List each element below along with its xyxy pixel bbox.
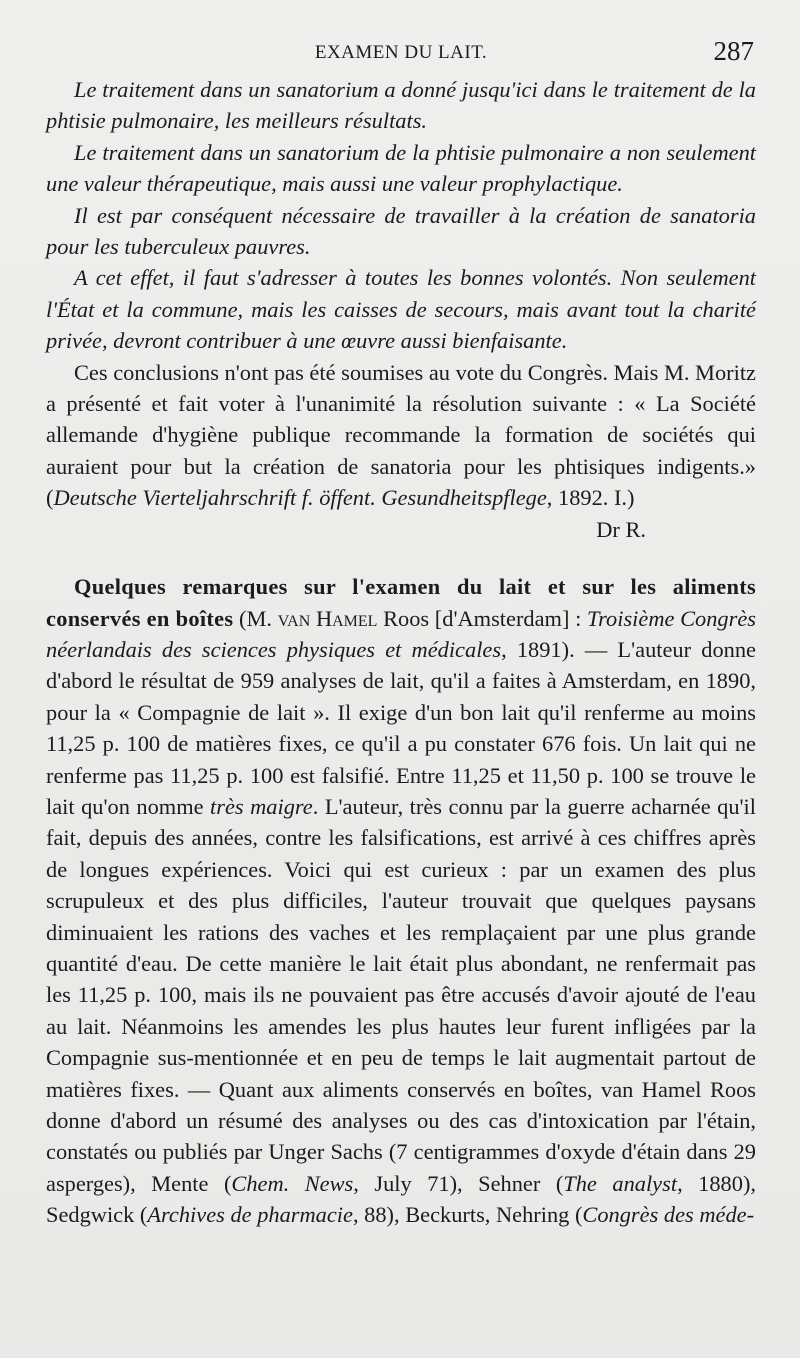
signature-line (46, 514, 756, 545)
conclusion-1: Le traitement dans un sanatorium a donné jusqu'ici dans le traitement de la phtisie pulmonaire, les meilleurs résultats. (46, 77, 756, 134)
page-number: 287 (713, 36, 754, 66)
article-paragraph (46, 571, 756, 1231)
conclusion-3: Il est par conséquent nécessaire de travailler à la création de sanatoria pour les tuberculeux pauvres. (46, 202, 756, 260)
article-heading: Quelques remarques sur l'examen du lait et sur les aliments conservés en boîtes (46, 574, 756, 631)
ref-1-tail: , July 71), Sehner ( (353, 1170, 564, 1196)
author-name: van Hamel (277, 605, 378, 631)
author-close: Roos [d'Amsterdam] : (377, 605, 587, 631)
citation-tail: , 1892. I.) (546, 485, 635, 511)
ref-3-tail: , 88), Beckurts, Nehring ( (352, 1202, 583, 1228)
article-source: Troisième Congrès néerlandais des sciences physiques et médicales (46, 605, 756, 662)
article-body-2: . L'auteur, très connu par la guerre acharnée qu'il fait, depuis des années, contre les falsifications, est arrivé à ces chiffres après de longues expériences. Voici qui est curieux : par un examen des plus scrupuleux et des plus difficiles, l'auteur trouvait que quelques paysans diminuaient les rations des vaches et les remplaçaient par une plus grande quantité d'eau. De cette manière le lait était plus abondant, ne renfermait pas les 11,25 p. 100, mais ils ne pouvaient pas être accusés d'avoir ajouté de l'eau au lait. Néanmoins les amendes les plus hautes leur furent infligées par la Compagnie sus-mentionnée et en peu de temps le lait augmentait partout de matières fixes. — Quant aux aliments conservés en boîtes, van Hamel Roos donne d'abord un résumé des analyses ou des cas d'intoxication par l'étain, constatés ou publiés par Unger Sachs (7 centigrammes d'oxyde d'étain dans 29 asperges), Mente ( (46, 793, 756, 1196)
ref-2-tail: , 1880), Sedgwick ( (46, 1170, 756, 1228)
author-open: (M. (233, 605, 278, 631)
section-gap (46, 545, 756, 571)
congress-note (46, 357, 756, 514)
ref-congres-medecine: Congrès des méde- (582, 1202, 755, 1228)
term-tres-maigre: très maigre (210, 793, 313, 819)
ref-the-analyst: The analyst (563, 1170, 678, 1196)
article-body-1: , 1891). — L'auteur donne d'abord le résultat de 959 analyses de lait, qu'il a faites à Amsterdam, en 1890, pour la « Compagnie de lait ». Il exige d'un bon lait qu'il renferme au moins 11,25 p. 100 de matières fixes, ce qu'il a pu constater 676 fois. Un lait qui ne renferme pas 11,25 p. 100 est falsifié. Entre 11,25 et 11,50 p. 100 se trouve le lait qu'on nomme (46, 636, 756, 819)
conclusion-2: Le traitement dans un sanatorium de la phtisie pulmonaire a non seulement une valeur thérapeutique, mais aussi une valeur prophylactique. (46, 139, 756, 197)
conclusion-4: A cet effet, il faut s'adresser à toutes les bonnes volontés. Non seulement l'État et la commune, mais les caisses de secours, mais avant tout la charité privée, devront contribuer à une œuvre aussi bienfaisante. (46, 265, 756, 354)
ref-archives-pharmacie: Archives de pharmacie (147, 1202, 353, 1228)
signature: Dr R. (596, 516, 646, 542)
ref-chem-news: Chem. News (231, 1170, 354, 1196)
journal-citation: Deutsche Vierteljahrschrift f. öffent. Gesundheitspflege (53, 485, 547, 511)
running-head (46, 34, 756, 74)
congress-note-text: Ces conclusions n'ont pas été soumises au vote du Congrès. Mais M. Moritz a présenté et fait voter à l'unanimité la résolution suivante : « La Société allemande d'hygiène publique recommande la formation de sociétés qui auraient pour but la création de sanatoria pour les phtisiques indigents.» ( (46, 359, 756, 511)
running-title: EXAMEN DU LAIT. (314, 42, 488, 63)
